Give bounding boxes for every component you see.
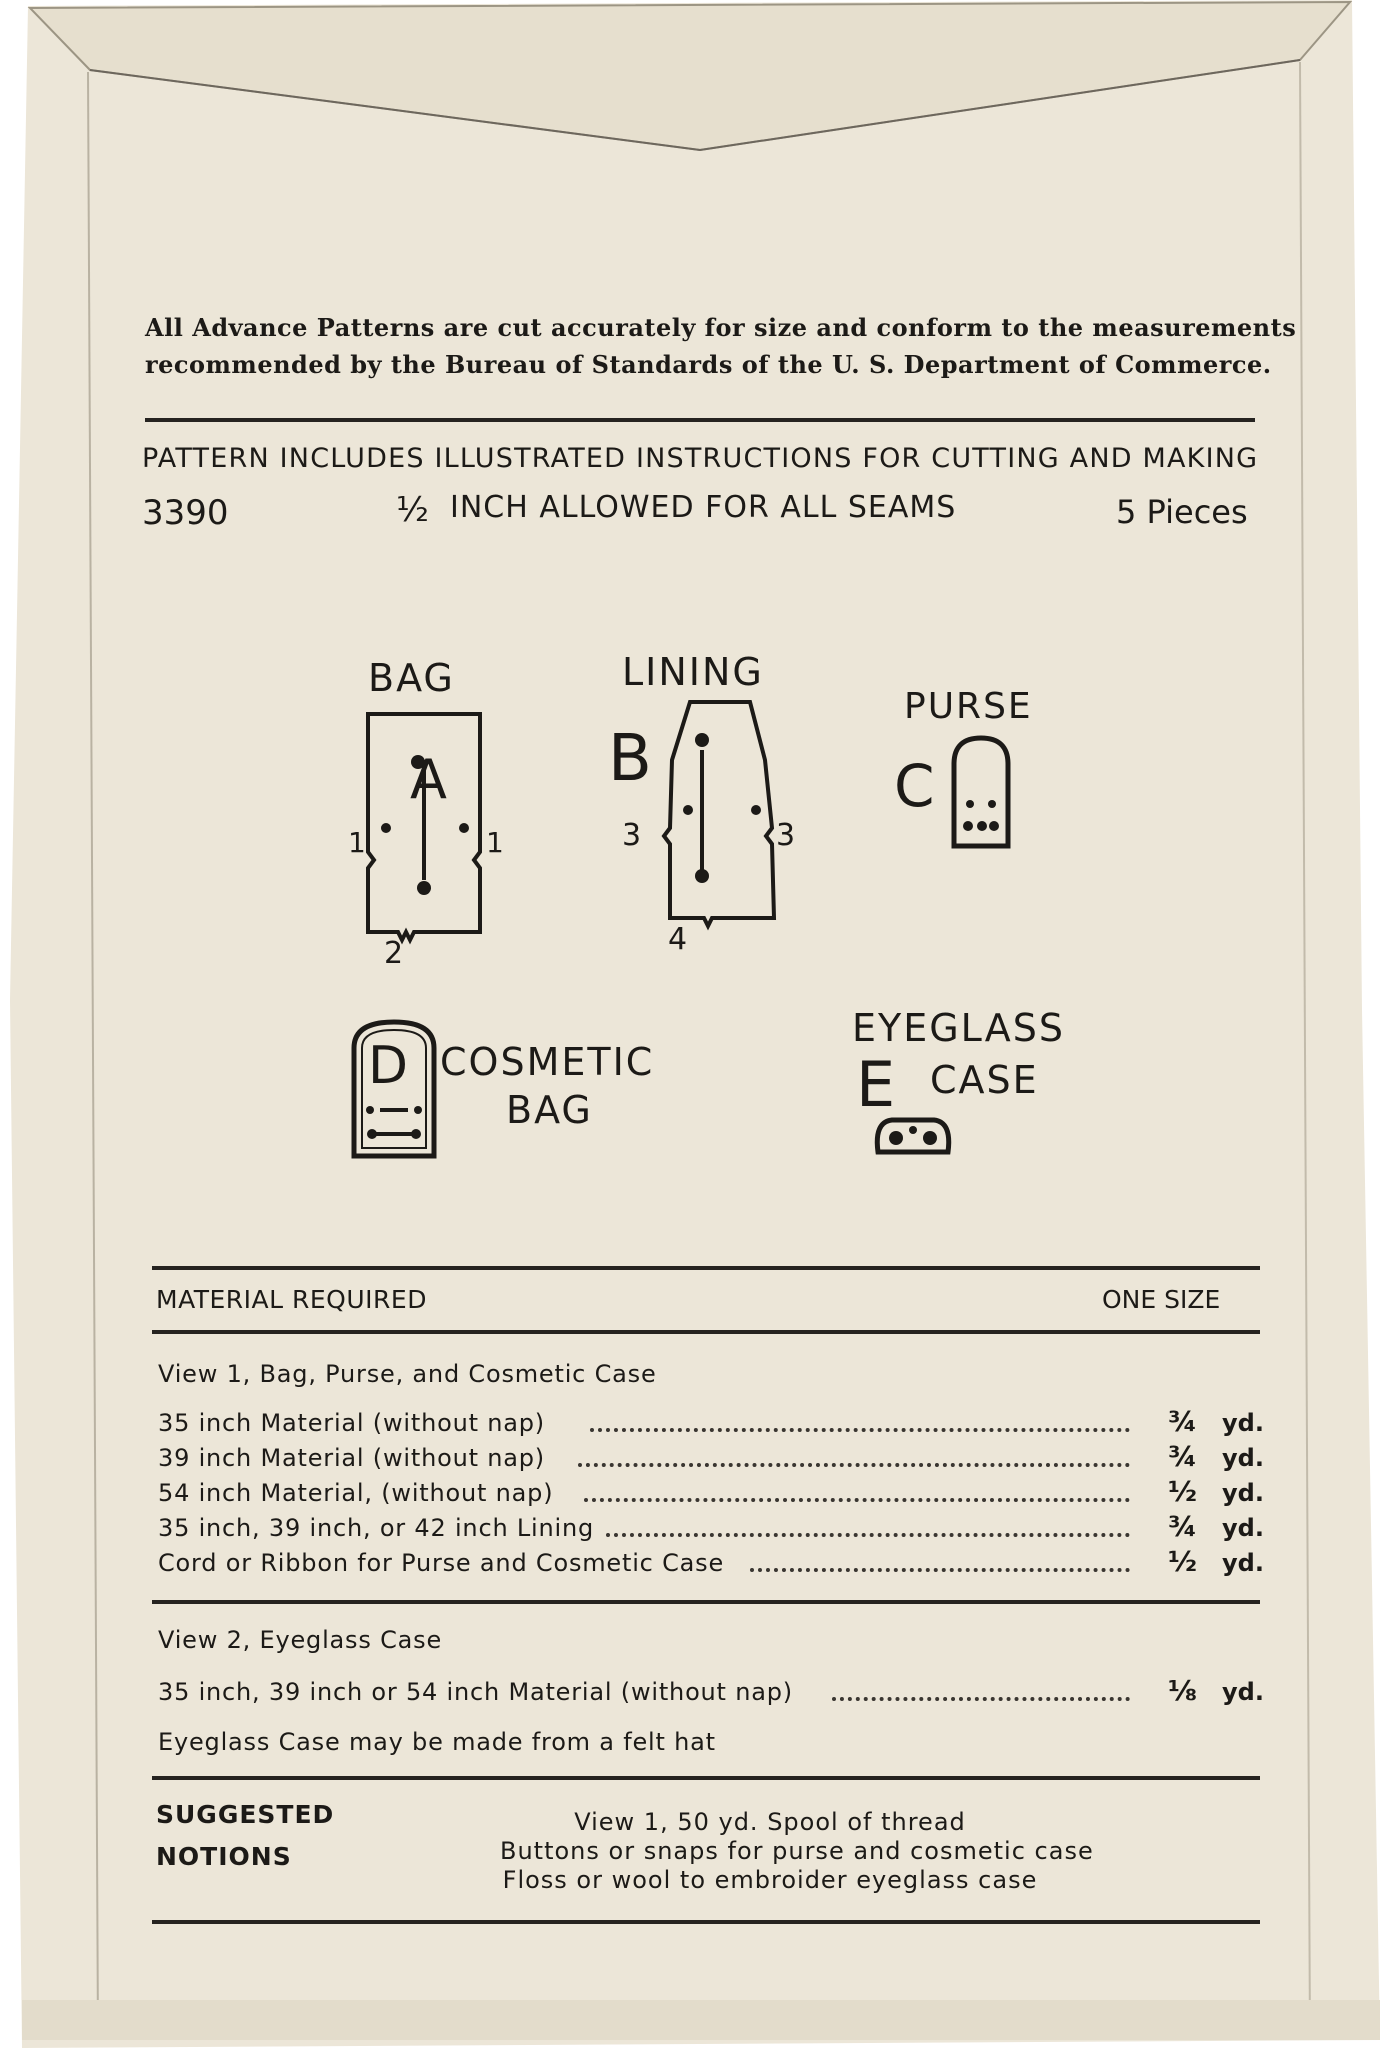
material-row-unit: yd.: [1222, 1678, 1264, 1706]
material-row-amount: ¾: [1168, 1405, 1197, 1438]
material-row-amount: ¾: [1168, 1510, 1197, 1543]
leader-dots: [750, 1568, 1130, 1572]
notions-title-line-1: SUGGESTED: [156, 1800, 335, 1829]
lining-notch-right: 3: [776, 818, 796, 853]
view2-note: Eyeglass Case may be made from a felt hat: [158, 1728, 716, 1756]
leader-dots: [584, 1498, 1130, 1502]
pattern-includes-line: PATTERN INCLUDES ILLUSTRATED INSTRUCTIONS FOR CUTTING AND MAKING: [142, 443, 1259, 474]
cosmetic-label-line-2: BAG: [506, 1088, 593, 1132]
leader-dots: [578, 1463, 1130, 1467]
leader-dots: [590, 1428, 1130, 1432]
leader-dots: [606, 1533, 1130, 1537]
bag-label: BAG: [368, 656, 455, 700]
material-row-item: 39 inch Material (without nap): [158, 1444, 545, 1472]
bag-notch-right: 1: [486, 826, 504, 859]
divider: [152, 1330, 1260, 1334]
notion-line: Buttons or snaps for purse and cosmetic case: [500, 1837, 1094, 1865]
divider: [152, 1600, 1260, 1604]
purse-piece-diagram: [946, 730, 1016, 854]
cosmetic-piece-letter: D: [368, 1036, 409, 1096]
material-row-item: 54 inch Material, (without nap): [158, 1479, 554, 1507]
pattern-number: 3390: [142, 493, 229, 533]
eyeglass-label-line-2: CASE: [930, 1058, 1039, 1102]
view2-title: View 2, Eyeglass Case: [158, 1626, 443, 1654]
material-row-item: 35 inch, 39 inch, or 42 inch Lining: [158, 1514, 595, 1542]
lining-label: LINING: [622, 650, 764, 694]
notice-line-1: All Advance Patterns are cut accurately for size and conform to the measurements: [145, 313, 1297, 342]
material-row-item: 35 inch Material (without nap): [158, 1409, 545, 1437]
lining-notch-left: 3: [622, 818, 642, 853]
eyeglass-case-piece-diagram: [870, 1110, 956, 1160]
size-heading: ONE SIZE: [1102, 1285, 1221, 1314]
material-row-unit: yd.: [1222, 1549, 1264, 1577]
divider: [152, 1920, 1260, 1924]
notion-line: Floss or wool to embroider eyeglass case: [502, 1866, 1038, 1894]
seam-fraction: ½: [396, 490, 429, 530]
divider: [152, 1776, 1260, 1780]
bag-piece-letter: A: [410, 748, 447, 811]
notion-line: View 1, 50 yd. Spool of thread: [574, 1808, 966, 1836]
bag-notch-left: 1: [348, 826, 366, 859]
material-row-item: 35 inch, 39 inch or 54 inch Material (without nap): [158, 1678, 793, 1706]
eyeglass-piece-letter: E: [856, 1048, 896, 1121]
material-title: MATERIAL REQUIRED: [156, 1285, 427, 1314]
cosmetic-label-line-1: COSMETIC: [440, 1040, 655, 1084]
purse-label: PURSE: [904, 686, 1033, 727]
divider: [145, 418, 1255, 422]
material-row-unit: yd.: [1222, 1479, 1264, 1507]
lining-notch-bottom: 4: [668, 922, 688, 957]
material-row-unit: yd.: [1222, 1514, 1264, 1542]
leader-dots: [832, 1697, 1130, 1701]
lining-piece-letter: B: [608, 722, 652, 796]
material-row-amount: ⅛: [1168, 1674, 1197, 1707]
material-row-unit: yd.: [1222, 1444, 1264, 1472]
bag-notch-bottom: 2: [384, 936, 404, 971]
notions-title-line-2: NOTIONS: [156, 1842, 292, 1871]
material-row-amount: ½: [1168, 1545, 1197, 1578]
divider: [152, 1266, 1260, 1270]
seam-allowance: INCH ALLOWED FOR ALL SEAMS: [450, 490, 957, 525]
material-row-unit: yd.: [1222, 1409, 1264, 1437]
material-row-amount: ¾: [1168, 1440, 1197, 1473]
view1-title: View 1, Bag, Purse, and Cosmetic Case: [158, 1360, 657, 1388]
notice-line-2: recommended by the Bureau of Standards of the U. S. Department of Commerce.: [145, 350, 1272, 379]
purse-piece-letter: C: [894, 752, 935, 820]
material-row-amount: ½: [1168, 1475, 1197, 1508]
pieces-count: 5 Pieces: [1116, 493, 1248, 531]
material-row-item: Cord or Ribbon for Purse and Cosmetic Case: [158, 1549, 725, 1577]
eyeglass-label-line-1: EYEGLASS: [852, 1006, 1065, 1050]
